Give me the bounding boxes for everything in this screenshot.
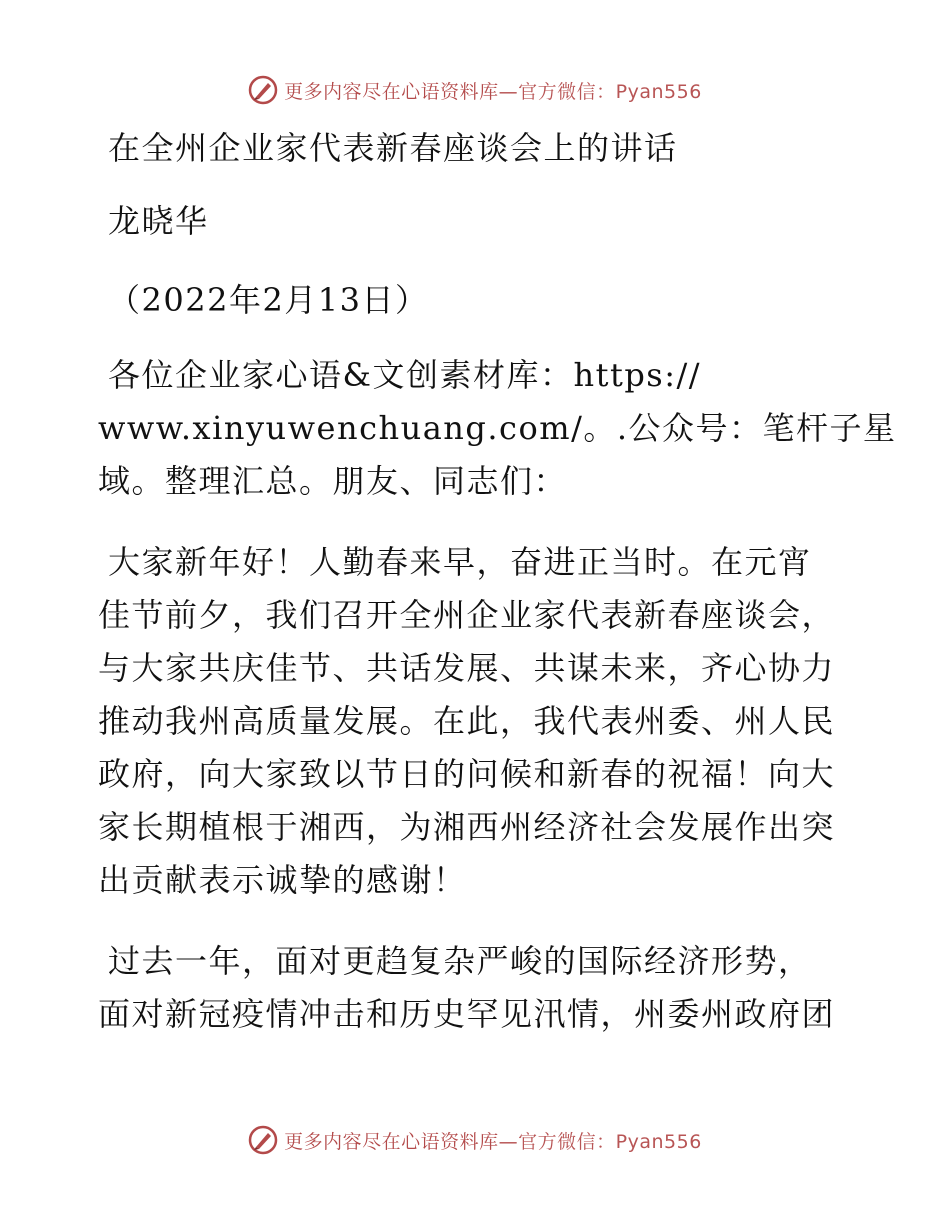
paragraph-3 [98, 935, 850, 1041]
banner-text [284, 1127, 702, 1154]
paragraph-line: 出贡献表示诚挚的感谢！ [98, 861, 467, 899]
paragraph-line: 域。整理汇总。朋友、同志们： [98, 462, 568, 500]
paragraph-line: 政府，向大家致以节日的问候和新春的祝福！向大 [98, 755, 836, 793]
pen-logo-icon [248, 75, 278, 105]
document-title: 在全州企业家代表新春座谈会上的讲话 [108, 129, 678, 167]
pen-logo-icon [248, 1125, 278, 1155]
document-body [98, 120, 897, 1041]
paragraph-line: 大家新年好！人勤春来早，奋进正当时。在元宵 [108, 543, 812, 581]
header-banner [0, 70, 950, 110]
banner-wechat-text: 官方微信：Pyan556 [518, 80, 702, 103]
paragraph-line: 各位企业家心语&文创素材库：https:// [108, 356, 702, 394]
banner-main-text: 更多内容尽在心语资料库— [284, 1130, 519, 1153]
banner-main-text: 更多内容尽在心语资料库— [284, 80, 519, 103]
footer-banner [0, 1120, 950, 1160]
document-author: 龙晓华 [108, 202, 209, 240]
paragraph-2 [98, 536, 850, 907]
banner-wechat-text: 官方微信：Pyan556 [518, 1130, 702, 1153]
paragraph-line: 过去一年，面对更趋复杂严峻的国际经济形势， [108, 942, 812, 980]
banner-text [284, 77, 702, 104]
paragraph-line: 面对新冠疫情冲击和历史罕见汛情，州委州政府团 [98, 995, 836, 1033]
paragraph-line: 推动我州高质量发展。在此，我代表州委、州人民 [98, 702, 836, 740]
document-date: （2022年2月13日） [108, 281, 429, 319]
paragraph-line: 家长期植根于湘西，为湘西州经济社会发展作出突 [98, 808, 836, 846]
paragraph-line: www.xinyuwenchuang.com/。.公众号：笔杆子星 [98, 409, 897, 447]
paragraph-line: 与大家共庆佳节、共话发展、共谋未来，齐心协力 [98, 649, 836, 687]
paragraph-1 [98, 349, 897, 508]
paragraph-line: 佳节前夕，我们召开全州企业家代表新春座谈会， [98, 596, 836, 634]
